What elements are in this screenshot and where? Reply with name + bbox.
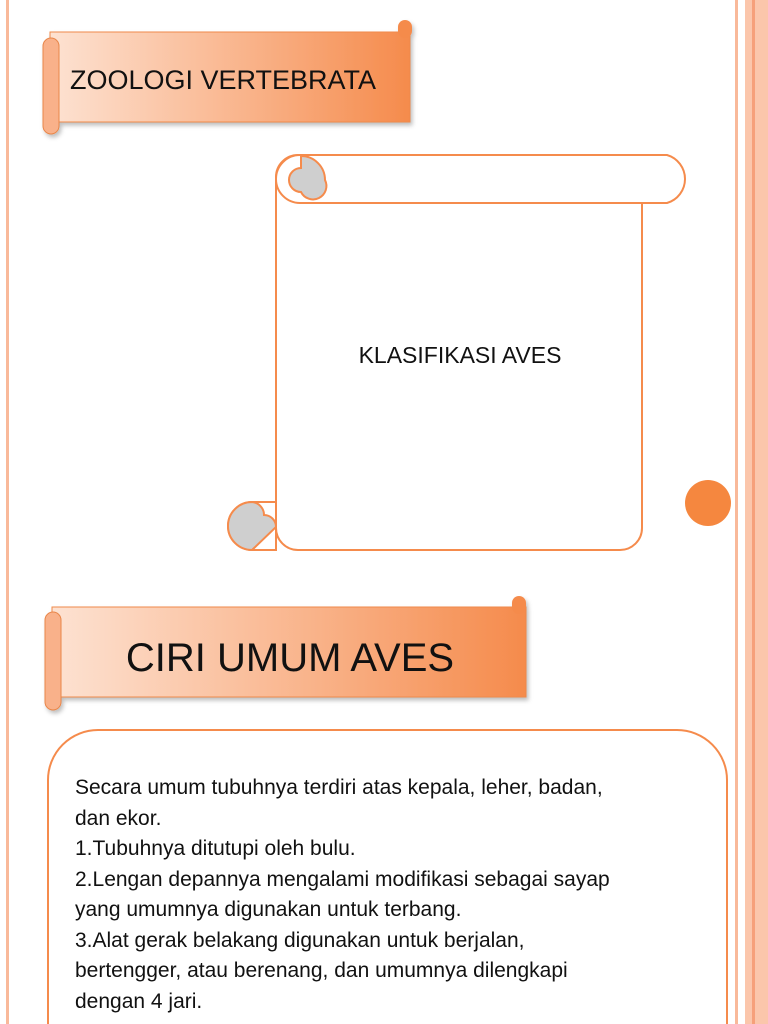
content-line: 3.Alat gerak belakang digunakan untuk berjalan, [75,928,525,952]
scroll-label: KLASIFIKASI AVES [358,342,562,368]
content-line: bertengger, atau berenang, dan umumnya dilengkapi [75,959,568,982]
content-line: Secara umum tubuhnya terdiri atas kepala, leher, badan, [75,776,603,799]
content-line: dan ekor. [75,806,162,830]
content-line: yang umumnya digunakan untuk terbang. [75,898,462,921]
header-banner-label: ZOOLOGI VERTEBRATA [70,65,377,95]
section-title: CIRI UMUM AVES [125,636,455,680]
content-line: 1.Tubuhnya ditutupi oleh bulu. [75,837,356,860]
content-line: 2.Lengan depannya mengalami modifikasi sebagai sayap [75,867,610,891]
content-line: dengan 4 jari. [75,989,203,1013]
content-text [75,773,715,1017]
